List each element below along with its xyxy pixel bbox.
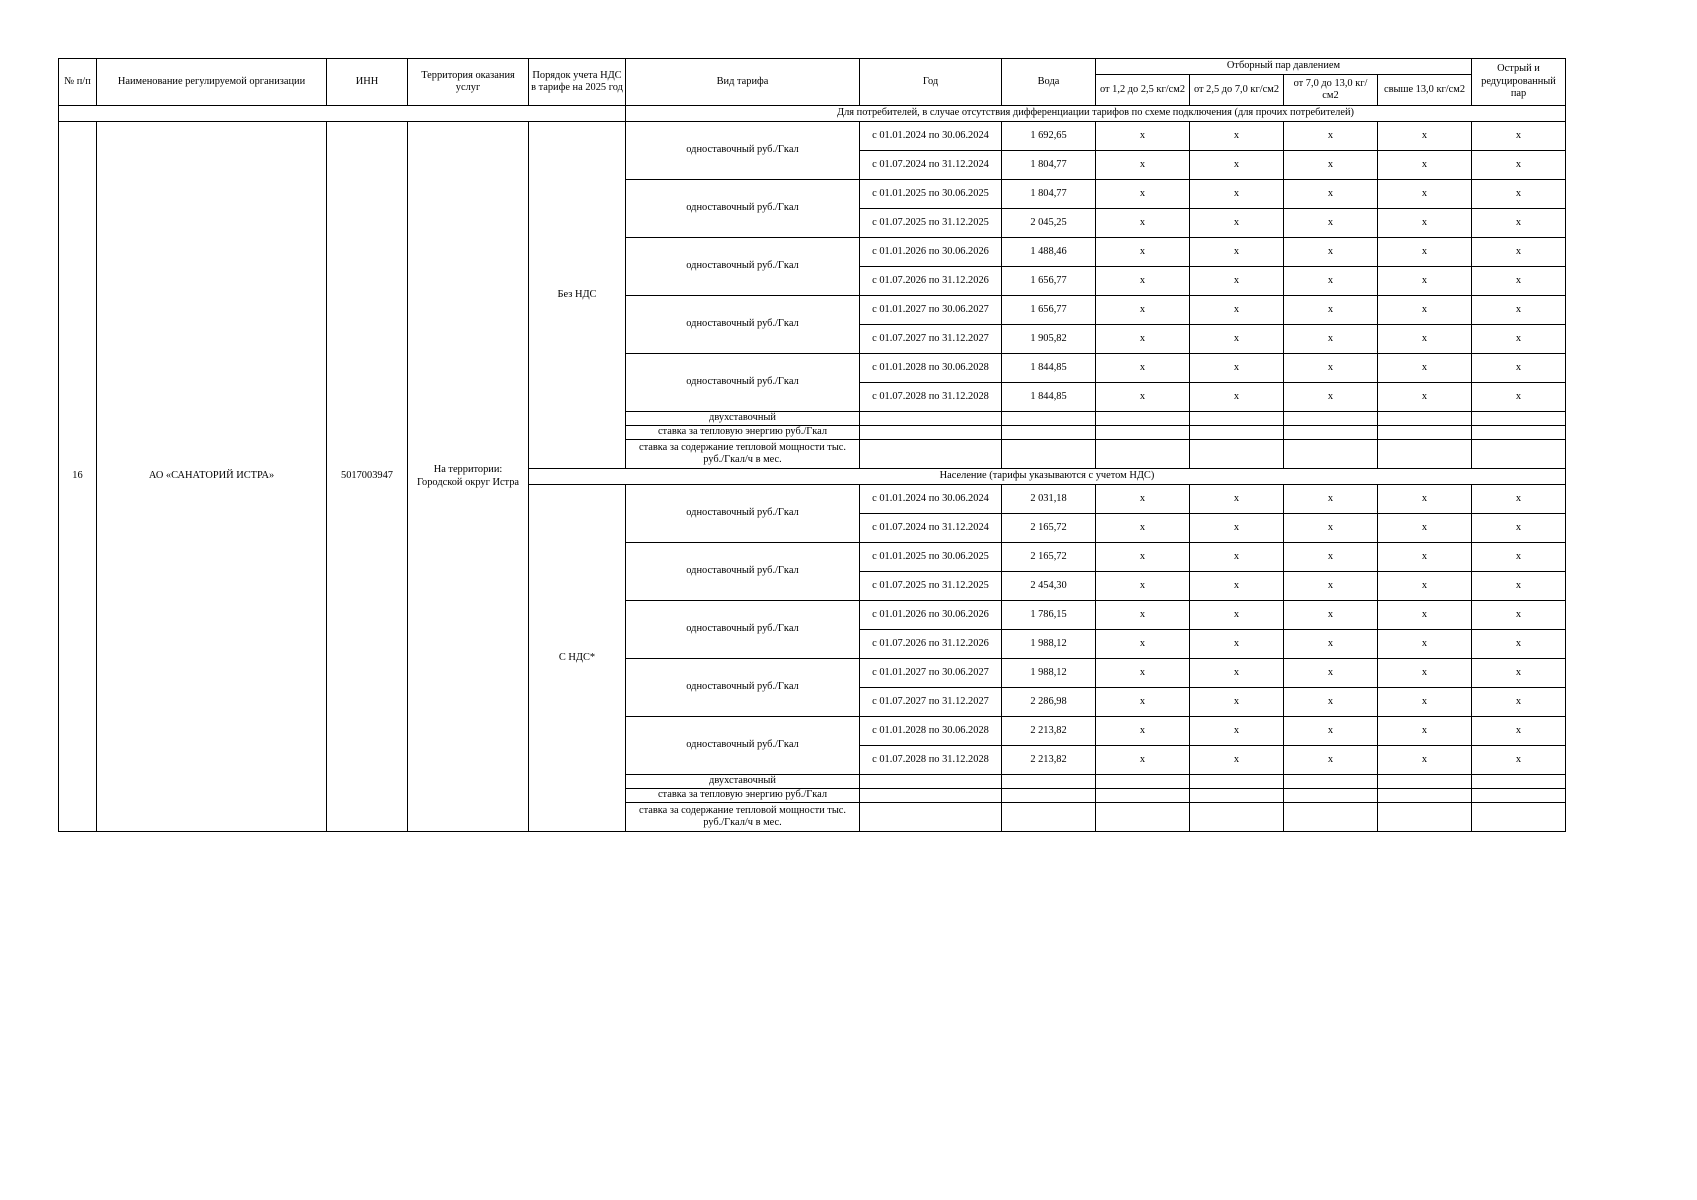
steam-value: х <box>1284 354 1378 383</box>
steam-value: х <box>1472 296 1566 325</box>
steam-value: х <box>1190 514 1284 543</box>
header-vat: Порядок учета НДС в тарифе на 2025 год <box>529 59 626 106</box>
steam-value: х <box>1190 296 1284 325</box>
empty-cell <box>1284 775 1378 789</box>
vat-label: С НДС* <box>529 485 626 832</box>
section-title: Для потребителей, в случае отсутствия дифференциации тарифов по схеме подключения (для прочих потребителей) <box>626 106 1566 122</box>
steam-value: х <box>1096 296 1190 325</box>
water-value: 1 844,85 <box>1002 383 1096 412</box>
steam-value: х <box>1378 659 1472 688</box>
steam-value: х <box>1378 485 1472 514</box>
steam-value: х <box>1284 717 1378 746</box>
steam-value: х <box>1472 354 1566 383</box>
water-value: 2 045,25 <box>1002 209 1096 238</box>
steam-value: х <box>1096 572 1190 601</box>
two-part-label: двухставочный <box>626 412 860 426</box>
empty-cell <box>860 803 1002 832</box>
empty-cell <box>1378 775 1472 789</box>
empty-cell <box>1002 412 1096 426</box>
steam-value: х <box>1284 180 1378 209</box>
empty-cell <box>1002 426 1096 440</box>
steam-value: х <box>1190 383 1284 412</box>
steam-value: х <box>1096 325 1190 354</box>
empty-cell <box>1190 803 1284 832</box>
water-value: 1 656,77 <box>1002 296 1096 325</box>
empty-cell <box>1284 803 1378 832</box>
water-value: 2 454,30 <box>1002 572 1096 601</box>
two-part-label: ставка за тепловую энергию руб./Гкал <box>626 789 860 803</box>
empty-cell <box>1190 426 1284 440</box>
steam-value: х <box>1284 572 1378 601</box>
water-value: 1 786,15 <box>1002 601 1096 630</box>
header-steam: Отборный пар давлением <box>1096 59 1472 75</box>
steam-value: х <box>1096 354 1190 383</box>
header-territory: Территория оказания услуг <box>408 59 529 106</box>
steam-value: х <box>1284 601 1378 630</box>
steam-value: х <box>1096 383 1190 412</box>
period-cell: с 01.01.2026 по 30.06.2026 <box>860 238 1002 267</box>
empty-cell <box>1002 440 1096 469</box>
empty-cell <box>1190 412 1284 426</box>
steam-value: х <box>1096 238 1190 267</box>
steam-value: х <box>1472 572 1566 601</box>
steam-value: х <box>1472 630 1566 659</box>
period-cell: с 01.01.2024 по 30.06.2024 <box>860 122 1002 151</box>
steam-value: х <box>1472 122 1566 151</box>
period-cell: с 01.07.2024 по 31.12.2024 <box>860 151 1002 180</box>
empty-cell <box>1284 426 1378 440</box>
steam-value: х <box>1096 717 1190 746</box>
steam-value: х <box>1378 601 1472 630</box>
header-p2: от 2,5 до 7,0 кг/см2 <box>1190 75 1284 106</box>
steam-value: х <box>1472 514 1566 543</box>
empty-cell <box>860 426 1002 440</box>
empty-cell <box>1378 803 1472 832</box>
steam-value: х <box>1284 543 1378 572</box>
period-cell: с 01.07.2025 по 31.12.2025 <box>860 572 1002 601</box>
steam-value: х <box>1378 746 1472 775</box>
period-cell: с 01.07.2028 по 31.12.2028 <box>860 746 1002 775</box>
water-value: 1 488,46 <box>1002 238 1096 267</box>
steam-value: х <box>1096 746 1190 775</box>
empty-cell <box>1002 775 1096 789</box>
period-cell: с 01.07.2026 по 31.12.2026 <box>860 630 1002 659</box>
steam-value: х <box>1190 601 1284 630</box>
header-year: Год <box>860 59 1002 106</box>
steam-value: х <box>1378 572 1472 601</box>
water-value: 1 905,82 <box>1002 325 1096 354</box>
period-cell: с 01.07.2027 по 31.12.2027 <box>860 688 1002 717</box>
steam-value: х <box>1190 746 1284 775</box>
steam-value: х <box>1378 267 1472 296</box>
steam-value: х <box>1378 151 1472 180</box>
steam-value: х <box>1378 180 1472 209</box>
header-org: Наименование регулируемой организации <box>97 59 327 106</box>
tariff-kind: одноставочный руб./Гкал <box>626 659 860 717</box>
water-value: 1 692,65 <box>1002 122 1096 151</box>
water-value: 2 165,72 <box>1002 543 1096 572</box>
steam-value: х <box>1190 267 1284 296</box>
empty-cell <box>1284 412 1378 426</box>
steam-value: х <box>1472 267 1566 296</box>
empty-cell <box>1378 440 1472 469</box>
empty-cell <box>1096 440 1190 469</box>
empty-cell <box>1096 426 1190 440</box>
steam-value: х <box>1190 151 1284 180</box>
steam-value: х <box>1284 688 1378 717</box>
period-cell: с 01.01.2027 по 30.06.2027 <box>860 659 1002 688</box>
empty-cell <box>1190 440 1284 469</box>
water-value: 1 844,85 <box>1002 354 1096 383</box>
period-cell: с 01.07.2027 по 31.12.2027 <box>860 325 1002 354</box>
steam-value: х <box>1096 659 1190 688</box>
org-inn: 5017003947 <box>327 122 408 832</box>
water-value: 2 213,82 <box>1002 746 1096 775</box>
steam-value: х <box>1378 717 1472 746</box>
org-number: 16 <box>59 122 97 832</box>
water-value: 1 988,12 <box>1002 630 1096 659</box>
steam-value: х <box>1284 296 1378 325</box>
steam-value: х <box>1096 514 1190 543</box>
empty-cell <box>1472 775 1566 789</box>
steam-value: х <box>1096 630 1190 659</box>
steam-value: х <box>1378 122 1472 151</box>
steam-value: х <box>1096 688 1190 717</box>
steam-value: х <box>1472 717 1566 746</box>
section-title: Население (тарифы указываются с учетом НДС) <box>529 469 1566 485</box>
water-value: 1 988,12 <box>1002 659 1096 688</box>
steam-value: х <box>1284 746 1378 775</box>
table-row <box>59 122 1566 151</box>
steam-value: х <box>1096 543 1190 572</box>
empty-cell <box>1472 412 1566 426</box>
empty-cell <box>1284 440 1378 469</box>
header-num: № п/п <box>59 59 97 106</box>
steam-value: х <box>1190 325 1284 354</box>
tariff-kind: одноставочный руб./Гкал <box>626 485 860 543</box>
water-value: 1 656,77 <box>1002 267 1096 296</box>
header-kind: Вид тарифа <box>626 59 860 106</box>
steam-value: х <box>1190 180 1284 209</box>
period-cell: с 01.07.2025 по 31.12.2025 <box>860 209 1002 238</box>
empty-cell <box>1378 426 1472 440</box>
blank-cell <box>59 106 626 122</box>
header-p1: от 1,2 до 2,5 кг/см2 <box>1096 75 1190 106</box>
steam-value: х <box>1096 267 1190 296</box>
steam-value: х <box>1472 543 1566 572</box>
steam-value: х <box>1378 209 1472 238</box>
period-cell: с 01.01.2026 по 30.06.2026 <box>860 601 1002 630</box>
steam-value: х <box>1284 267 1378 296</box>
period-cell: с 01.07.2028 по 31.12.2028 <box>860 383 1002 412</box>
tariff-kind: одноставочный руб./Гкал <box>626 717 860 775</box>
steam-value: х <box>1472 601 1566 630</box>
period-cell: с 01.01.2027 по 30.06.2027 <box>860 296 1002 325</box>
steam-value: х <box>1190 485 1284 514</box>
water-value: 1 804,77 <box>1002 180 1096 209</box>
empty-cell <box>1096 412 1190 426</box>
steam-value: х <box>1096 151 1190 180</box>
empty-cell <box>1190 789 1284 803</box>
empty-cell <box>860 440 1002 469</box>
steam-value: х <box>1472 659 1566 688</box>
header-row-1 <box>59 59 1566 75</box>
steam-value: х <box>1096 122 1190 151</box>
steam-value: х <box>1284 630 1378 659</box>
header-p4: свыше 13,0 кг/см2 <box>1378 75 1472 106</box>
steam-value: х <box>1284 122 1378 151</box>
steam-value: х <box>1284 209 1378 238</box>
period-cell: с 01.07.2026 по 31.12.2026 <box>860 267 1002 296</box>
steam-value: х <box>1472 209 1566 238</box>
empty-cell <box>1002 803 1096 832</box>
steam-value: х <box>1284 659 1378 688</box>
steam-value: х <box>1378 543 1472 572</box>
steam-value: х <box>1190 572 1284 601</box>
steam-value: х <box>1284 383 1378 412</box>
steam-value: х <box>1190 354 1284 383</box>
empty-cell <box>860 775 1002 789</box>
tariff-kind: одноставочный руб./Гкал <box>626 354 860 412</box>
empty-cell <box>1190 775 1284 789</box>
steam-value: х <box>1378 514 1472 543</box>
header-p3: от 7,0 до 13,0 кг/см2 <box>1284 75 1378 106</box>
steam-value: х <box>1190 209 1284 238</box>
steam-value: х <box>1378 238 1472 267</box>
steam-value: х <box>1472 383 1566 412</box>
steam-value: х <box>1190 543 1284 572</box>
steam-value: х <box>1472 485 1566 514</box>
tariff-kind: одноставочный руб./Гкал <box>626 296 860 354</box>
steam-value: х <box>1190 122 1284 151</box>
section-title-row <box>59 106 1566 122</box>
steam-value: х <box>1096 485 1190 514</box>
header-sharp: Острый и редуцированный пар <box>1472 59 1566 106</box>
steam-value: х <box>1190 659 1284 688</box>
steam-value: х <box>1284 238 1378 267</box>
two-part-label: ставка за содержание тепловой мощности тыс. руб./Гкал/ч в мес. <box>626 440 860 469</box>
steam-value: х <box>1284 325 1378 354</box>
steam-value: х <box>1190 717 1284 746</box>
period-cell: с 01.01.2028 по 30.06.2028 <box>860 354 1002 383</box>
steam-value: х <box>1472 151 1566 180</box>
empty-cell <box>1002 789 1096 803</box>
water-value: 1 804,77 <box>1002 151 1096 180</box>
steam-value: х <box>1378 383 1472 412</box>
two-part-label: двухставочный <box>626 775 860 789</box>
steam-value: х <box>1190 630 1284 659</box>
empty-cell <box>1472 803 1566 832</box>
vat-label: Без НДС <box>529 122 626 469</box>
header-water: Вода <box>1002 59 1096 106</box>
period-cell: с 01.01.2025 по 30.06.2025 <box>860 543 1002 572</box>
tariff-kind: одноставочный руб./Гкал <box>626 238 860 296</box>
empty-cell <box>860 789 1002 803</box>
steam-value: х <box>1190 688 1284 717</box>
two-part-label: ставка за тепловую энергию руб./Гкал <box>626 426 860 440</box>
water-value: 2 031,18 <box>1002 485 1096 514</box>
org-territory: На территории: Городской округ Истра <box>408 122 529 832</box>
steam-value: х <box>1472 238 1566 267</box>
steam-value: х <box>1096 180 1190 209</box>
steam-value: х <box>1472 688 1566 717</box>
tariff-kind: одноставочный руб./Гкал <box>626 122 860 180</box>
tariff-kind: одноставочный руб./Гкал <box>626 180 860 238</box>
empty-cell <box>1472 789 1566 803</box>
empty-cell <box>1378 789 1472 803</box>
water-value: 2 286,98 <box>1002 688 1096 717</box>
steam-value: х <box>1472 325 1566 354</box>
steam-value: х <box>1190 238 1284 267</box>
empty-cell <box>1284 789 1378 803</box>
tariff-kind: одноставочный руб./Гкал <box>626 543 860 601</box>
empty-cell <box>1096 775 1190 789</box>
water-value: 2 165,72 <box>1002 514 1096 543</box>
steam-value: х <box>1284 485 1378 514</box>
steam-value: х <box>1378 630 1472 659</box>
period-cell: с 01.07.2024 по 31.12.2024 <box>860 514 1002 543</box>
tariff-kind: одноставочный руб./Гкал <box>626 601 860 659</box>
steam-value: х <box>1284 514 1378 543</box>
header-inn: ИНН <box>327 59 408 106</box>
tariff-table <box>58 58 1566 832</box>
period-cell: с 01.01.2024 по 30.06.2024 <box>860 485 1002 514</box>
steam-value: х <box>1096 209 1190 238</box>
water-value: 2 213,82 <box>1002 717 1096 746</box>
steam-value: х <box>1378 354 1472 383</box>
empty-cell <box>1378 412 1472 426</box>
empty-cell <box>1096 803 1190 832</box>
steam-value: х <box>1284 151 1378 180</box>
steam-value: х <box>1378 688 1472 717</box>
steam-value: х <box>1472 180 1566 209</box>
empty-cell <box>1096 789 1190 803</box>
empty-cell <box>860 412 1002 426</box>
steam-value: х <box>1378 325 1472 354</box>
period-cell: с 01.01.2028 по 30.06.2028 <box>860 717 1002 746</box>
period-cell: с 01.01.2025 по 30.06.2025 <box>860 180 1002 209</box>
two-part-label: ставка за содержание тепловой мощности тыс. руб./Гкал/ч в мес. <box>626 803 860 832</box>
empty-cell <box>1472 426 1566 440</box>
empty-cell <box>1472 440 1566 469</box>
org-name: АО «САНАТОРИЙ ИСТРА» <box>97 122 327 832</box>
steam-value: х <box>1378 296 1472 325</box>
steam-value: х <box>1472 746 1566 775</box>
steam-value: х <box>1096 601 1190 630</box>
